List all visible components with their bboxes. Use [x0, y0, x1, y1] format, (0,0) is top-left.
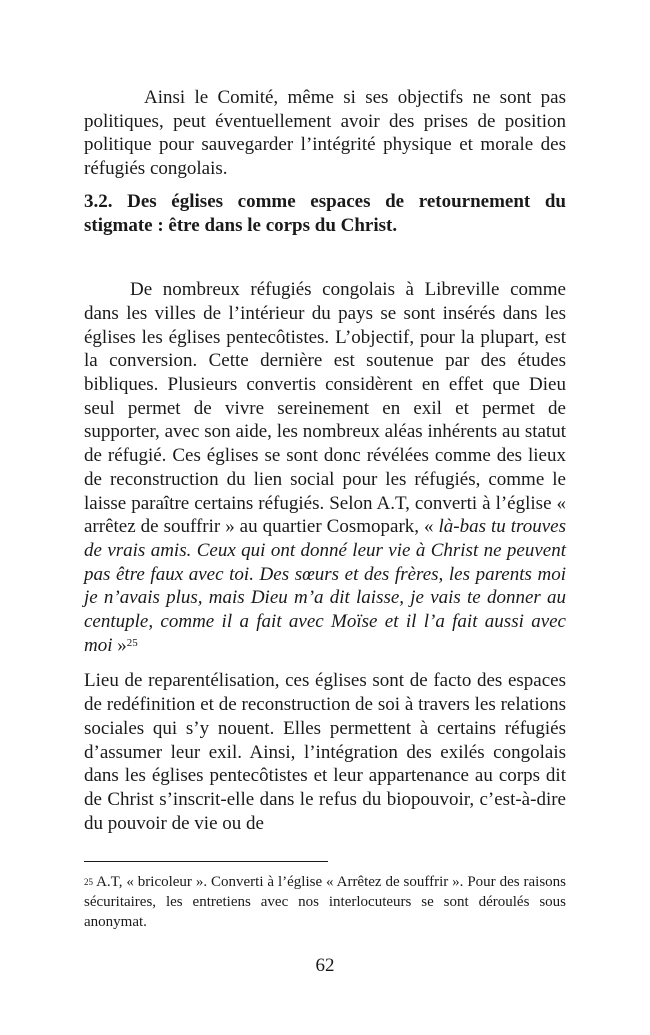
page-body [84, 86, 566, 835]
page-number: 62 [315, 955, 335, 976]
footnote-text: A.T, « bricoleur ». Converti à l’église « Arrêtez de souffrir ». Pour des raisons sécuritaires, les entretiens avec nos interlocuteurs se sont déroulés sous anonymat. [84, 874, 566, 930]
footnote-reference[interactable]: 25 [126, 636, 138, 649]
footnote-divider [84, 861, 328, 862]
testimony-quote: là-bas tu trouves de vrais amis. Ceux qui ont donné leur vie à Christ ne peuvent pas être faux avec toi. Des sœurs et des frères, les parents moi je n’avais plus, mais Dieu m’a dit laisse, je vais te donner au centuple, comme il a fait avec Moïse et il l’a fait aussi avec moi [84, 516, 566, 656]
footnote-number: 25 [84, 877, 93, 887]
section-heading: 3.2. Des églises comme espaces de retournement du stigmate : être dans le corps du Christ. [84, 190, 566, 236]
paragraph-reparentelisation: Lieu de reparentélisation, ces églises sont de facto des espaces de redéfinition et de reconstruction de soi à travers les relations sociales qui s’y nouent. Elles permettent à certains réfugiés d’assumer leur exil. Ainsi, l’intégration des exilés congolais dans les églises pentecôtistes et leur appartenance au corps dit de Christ s’inscrit-elle dans le refus du biopouvoir, c’est-à-dire du pouvoir de vie ou de [84, 670, 566, 834]
footnote [84, 872, 566, 932]
paragraph-intro: Ainsi le Comité, même si ses objectifs ne sont pas politiques, peut éventuellement avoir des prises de position politique pour sauvegarder l’intégrité physique et morale des réfugiés congolais. [84, 87, 566, 180]
quote-closing-mark: » [112, 634, 127, 656]
paragraph-churches-text: De nombreux réfugiés congolais à Libreville comme dans les villes de l’intérieur du pays se sont insérés dans les églises les églises pentecôtistes. L’objectif, pour la plupart, est la conversion. Cette dernière est soutenue par des études bibliques. Plusieurs convertis considèrent en effet que Dieu seul permet de vivre sereinement en exil et permet de supporter, avec son aide, les nombreux aléas inhérents au statut de réfugié. Ces églises se sont donc révélées comme des lieux de reconstruction du lien social pour les réfugiés, comme le laisse paraître certains réfugiés. Selon A.T, converti à l’église « arrêtez de souffrir » au quartier Cosmopark, « [84, 279, 566, 538]
paragraph-churches [84, 278, 566, 657]
